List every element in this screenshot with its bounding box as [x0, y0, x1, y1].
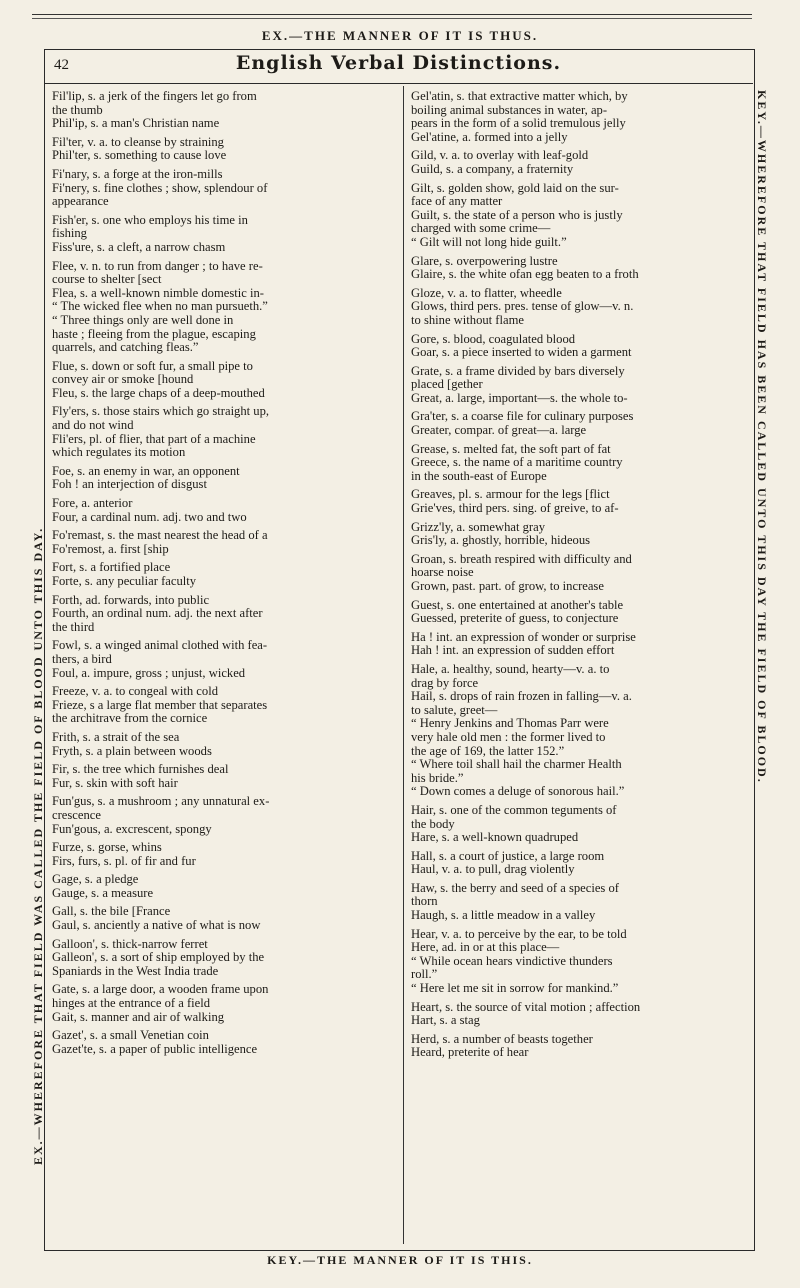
dictionary-entry: [52, 405, 384, 459]
entry-line: Fiss'ure, s. a cleft, a narrow chasm: [52, 239, 226, 254]
entry-line: Heart, s. the source of vital motion ; affection: [411, 999, 641, 1014]
entry-line: Fur, s. skin with soft hair: [52, 775, 178, 790]
entry-line: to salute, greet—: [411, 702, 498, 717]
entry-line: placed [gether: [411, 377, 483, 392]
entry-line: Foh ! an interjection of disgust: [52, 477, 207, 492]
entry-line: Great, a. large, important—s. the whole to-: [411, 390, 628, 405]
dictionary-entry: [52, 873, 384, 900]
entry-line: the third: [52, 619, 95, 634]
entry-line: Forte, s. any peculiar faculty: [52, 574, 197, 588]
dictionary-entry: [411, 255, 743, 282]
entry-line: Grease, s. melted fat, the soft part of fat: [411, 441, 611, 456]
entry-line: Frieze, s a large flat member that separates: [52, 697, 268, 712]
entry-line: Flea, s. a well-known nimble domestic in-: [52, 285, 264, 300]
entry-line: Glaire, s. the white ofan egg beaten to a froth: [411, 267, 639, 282]
dictionary-entry: [52, 90, 384, 131]
entry-line: Fryth, s. a plain between woods: [52, 743, 212, 758]
margin-text-right: KEY.—WHEREFORE THAT FIELD HAS BEEN CALLED UNTO THIS DAY THE FIELD OF BLOOD.: [755, 90, 769, 784]
dictionary-entry: [52, 360, 384, 401]
entry-line: Haw, s. the berry and seed of a species of: [411, 880, 619, 895]
dictionary-entry: [411, 90, 743, 144]
dictionary-entry: [52, 561, 384, 588]
entry-line: Gloze, v. a. to flatter, wheedle: [411, 285, 562, 300]
entry-line: Fowl, s. a winged animal clothed with fea-: [52, 638, 268, 653]
dictionary-entry: [411, 1001, 743, 1028]
entry-line: Here, ad. in or at this place—: [411, 940, 560, 955]
entry-line: the body: [411, 816, 455, 831]
dictionary-entry: [411, 287, 743, 328]
entry-line: Hear, v. a. to perceive by the ear, to be told: [411, 926, 627, 941]
entry-line: Grie'ves, third pers. sing. of greive, to af-: [411, 501, 619, 516]
entry-line: Gra'ter, s. a coarse file for culinary purposes: [411, 409, 634, 424]
entry-line: Frith, s. a strait of the sea: [52, 729, 180, 744]
entry-line: Ha ! int. an expression of wonder or surprise: [411, 629, 636, 644]
dictionary-entry: [52, 594, 384, 635]
entry-line: Grown, past. part. of grow, to increase: [411, 579, 604, 593]
dictionary-entry: [411, 850, 743, 877]
entry-line: Haugh, s. a little meadow in a valley: [411, 908, 596, 923]
entry-line: boiling animal substances in water, ap-: [411, 102, 608, 117]
entry-line: thers, a bird: [52, 651, 112, 666]
dictionary-entry: [411, 1033, 743, 1060]
entry-line: Fun'gus, s. a mushroom ; any unnatural ex-: [52, 794, 270, 809]
entry-line: Flee, v. n. to run from danger ; to have re-: [52, 258, 263, 273]
entry-line: Phil'ter, s. something to cause love: [52, 148, 227, 163]
entry-line: Fourth, an ordinal num. adj. the next after: [52, 606, 263, 621]
entry-line: Hail, s. drops of rain frozen in falling—v. a.: [411, 689, 632, 704]
entry-line: haste ; fleeing from the plague, escaping: [52, 326, 256, 341]
margin-text-bottom: KEY.—THE MANNER OF IT IS THIS.: [267, 1253, 533, 1267]
dictionary-entry: [52, 639, 384, 680]
dictionary-entry: [52, 795, 384, 836]
entry-line: drag by force: [411, 675, 479, 690]
entry-line: Glare, s. overpowering lustre: [411, 253, 558, 268]
dictionary-entry: [411, 663, 743, 799]
entry-line: “ Henry Jenkins and Thomas Parr were: [411, 716, 609, 731]
entry-line: which regulates its motion: [52, 445, 186, 460]
entry-line: Grate, s. a frame divided by bars diversely: [411, 363, 625, 378]
entry-line: Fir, s. the tree which furnishes deal: [52, 762, 229, 777]
entry-line: Fleu, s. the large chaps of a deep-mouthed: [52, 385, 265, 400]
entry-line: Fly'ers, s. those stairs which go straight up,: [52, 404, 270, 419]
entry-line: convey air or smoke [hound: [52, 372, 194, 387]
entry-line: Haul, v. a. to pull, drag violently: [411, 862, 575, 877]
dictionary-entry: [411, 333, 743, 360]
dictionary-entry: [52, 214, 384, 255]
dictionary-entry: [52, 983, 384, 1024]
entry-line: Gris'ly, a. ghostly, horrible, hideous: [411, 533, 591, 548]
dictionary-entry: [411, 804, 743, 845]
entry-line: in the south-east of Europe: [411, 468, 547, 483]
entry-line: Guest, s. one entertained at another's table: [411, 597, 624, 612]
entry-line: hinges at the entrance of a field: [52, 996, 211, 1011]
entry-line: “ Three things only are well done in: [52, 312, 234, 327]
dictionary-entry: [52, 497, 384, 524]
entry-line: Gel'atine, a. formed into a jelly: [411, 129, 568, 144]
dictionary-entry: [52, 763, 384, 790]
entry-line: course to shelter [sect: [52, 272, 162, 287]
entry-line: Galloon', s. thick-narrow ferret: [52, 936, 208, 951]
entry-line: Foe, s. an enemy in war, an opponent: [52, 463, 240, 478]
entry-line: Goar, s. a piece inserted to widen a garment: [411, 345, 632, 360]
entry-line: Galleon', s. a sort of ship employed by the: [52, 950, 265, 965]
dictionary-entry: [52, 260, 384, 355]
dictionary-entry: [411, 149, 743, 176]
entry-line: “ Here let me sit in sorrow for mankind.”: [411, 981, 619, 996]
entry-line: Gel'atin, s. that extractive matter which, by: [411, 89, 628, 103]
dictionary-entry: [411, 443, 743, 484]
entry-line: Fli'ers, pl. of flier, that part of a machine: [52, 431, 256, 446]
entry-line: Hair, s. one of the common teguments of: [411, 802, 617, 817]
entry-line: Gaul, s. anciently a native of what is now: [52, 918, 261, 933]
entry-line: Phil'ip, s. a man's Christian name: [52, 116, 220, 131]
entry-line: face of any matter: [411, 194, 503, 209]
entry-line: Fil'lip, s. a jerk of the fingers let go from: [52, 89, 257, 103]
page-title: English Verbal Distinctions.: [235, 52, 562, 74]
entry-line: his bride.”: [411, 770, 464, 785]
entry-line: Four, a cardinal num. adj. two and two: [52, 509, 247, 524]
entry-line: Fil'ter, v. a. to cleanse by straining: [52, 134, 224, 149]
entry-line: crescence: [52, 807, 101, 822]
margin-text-left: EX.—WHEREFORE THAT FIELD WAS CALLED THE FIELD OF BLOOD UNTO THIS DAY.: [31, 526, 45, 1165]
entry-line: “ Down comes a deluge of sonorous hail.”: [411, 784, 625, 799]
entry-line: Gazet'te, s. a paper of public intelligence: [52, 1041, 258, 1056]
dictionary-entry: [52, 731, 384, 758]
entry-line: Fort, s. a fortified place: [52, 560, 171, 575]
entry-line: Greater, compar. of great—a. large: [411, 423, 587, 438]
top-rule: [32, 14, 752, 15]
dictionary-entry: [411, 928, 743, 996]
dictionary-entry: [411, 882, 743, 923]
dictionary-entry: [52, 168, 384, 209]
dictionary-entry: [52, 938, 384, 979]
top-rule-thin: [32, 18, 752, 19]
entry-line: Gage, s. a pledge: [52, 872, 139, 887]
dictionary-entry: [411, 631, 743, 658]
entry-line: Fun'gous, a. excrescent, spongy: [52, 821, 212, 836]
dictionary-entry: [52, 529, 384, 556]
entry-line: quarrels, and catching fleas.”: [52, 340, 199, 355]
entry-line: Fo'remast, s. the mast nearest the head of a: [52, 528, 268, 543]
dictionary-entry: [411, 553, 743, 594]
entry-line: Guilt, s. the state of a person who is justly: [411, 207, 623, 222]
entry-line: Flue, s. down or soft fur, a small pipe to: [52, 358, 253, 373]
entry-line: Freeze, v. a. to congeal with cold: [52, 684, 218, 699]
entry-line: to shine without flame: [411, 312, 524, 327]
entry-line: Glows, third pers. pres. tense of glow—v. n.: [411, 299, 634, 314]
entry-line: Fi'nary, s. a forge at the iron-mills: [52, 166, 223, 181]
entry-line: Hare, s. a well-known quadruped: [411, 830, 579, 845]
entry-line: thorn: [411, 894, 438, 909]
dictionary-entry: [52, 905, 384, 932]
entry-line: Furze, s. gorse, whins: [52, 840, 162, 855]
entry-line: Foul, a. impure, gross ; unjust, wicked: [52, 665, 246, 680]
left-column: [52, 90, 384, 1061]
entry-line: very hale old men : the former lived to: [411, 729, 606, 744]
entry-line: Forth, ad. forwards, into public: [52, 592, 210, 607]
entry-line: Gazet', s. a small Venetian coin: [52, 1028, 209, 1043]
entry-line: Fore, a. anterior: [52, 496, 133, 511]
entry-line: roll.”: [411, 967, 438, 982]
dictionary-entry: [52, 841, 384, 868]
entry-line: Gore, s. blood, coagulated blood: [411, 331, 576, 346]
entry-line: Gall, s. the bile [France: [52, 904, 171, 919]
entry-line: Gilt, s. golden show, gold laid on the sur-: [411, 180, 619, 195]
entry-line: appearance: [52, 194, 109, 209]
entry-line: Hah ! int. an expression of sudden effort: [411, 643, 615, 658]
entry-line: Greaves, pl. s. armour for the legs [flict: [411, 487, 610, 502]
dictionary-entry: [411, 599, 743, 626]
entry-line: the architrave from the cornice: [52, 711, 208, 726]
column-divider: [403, 86, 404, 1244]
dictionary-entry: [411, 182, 743, 250]
entry-line: Fi'nery, s. fine clothes ; show, splendour of: [52, 180, 268, 195]
entry-line: Firs, furs, s. pl. of fir and fur: [52, 853, 196, 868]
entry-line: Gait, s. manner and air of walking: [52, 1009, 225, 1024]
entry-line: Fo'remost, a. first [ship: [52, 541, 169, 556]
entry-line: Heard, preterite of hear: [411, 1045, 529, 1060]
entry-line: Spaniards in the West India trade: [52, 963, 219, 978]
margin-text-top: EX.—THE MANNER OF IT IS THUS.: [261, 28, 539, 43]
dictionary-entry: [52, 1029, 384, 1056]
entry-line: Hall, s. a court of justice, a large room: [411, 848, 605, 863]
entry-line: “ While ocean hears vindictive thunders: [411, 953, 613, 968]
dictionary-entry: [411, 365, 743, 406]
entry-line: hoarse noise: [411, 565, 474, 580]
entry-line: the age of 169, the latter 152.”: [411, 743, 565, 758]
entry-line: and do not wind: [52, 418, 134, 433]
right-column: [411, 90, 743, 1065]
entry-line: Greece, s. the name of a maritime country: [411, 455, 623, 470]
entry-line: Gild, v. a. to overlay with leaf-gold: [411, 148, 589, 163]
entry-line: fishing: [52, 226, 87, 241]
dictionary-entry: [52, 465, 384, 492]
entry-line: Guild, s. a company, a fraternity: [411, 161, 574, 176]
dictionary-entry: [52, 136, 384, 163]
dictionary-entry: [411, 521, 743, 548]
dictionary-entry: [411, 488, 743, 515]
dictionary-entry: [411, 410, 743, 437]
entry-line: Herd, s. a number of beasts together: [411, 1031, 593, 1046]
entry-line: Fish'er, s. one who employs his time in: [52, 212, 248, 227]
entry-line: “ Where toil shall hail the charmer Health: [411, 757, 622, 772]
entry-line: Grizz'ly, a. somewhat gray: [411, 519, 545, 534]
entry-line: Hale, a. healthy, sound, hearty—v. a. to: [411, 661, 610, 676]
page-header: [44, 49, 753, 84]
entry-line: Gate, s. a large door, a wooden frame upon: [52, 982, 269, 997]
entry-line: “ Gilt will not long hide guilt.”: [411, 234, 567, 249]
entry-line: Hart, s. a stag: [411, 1013, 480, 1028]
entry-line: Gauge, s. a measure: [52, 885, 154, 900]
entry-line: “ The wicked flee when no man pursueth.”: [52, 299, 268, 314]
entry-line: Guessed, preterite of guess, to conjecture: [411, 611, 619, 626]
entry-line: the thumb: [52, 102, 103, 117]
page-number: 42: [54, 57, 69, 73]
dictionary-entry: [52, 685, 384, 726]
entry-line: charged with some crime—: [411, 221, 551, 236]
entry-line: Groan, s. breath respired with difficulty and: [411, 551, 632, 566]
entry-line: pears in the form of a solid tremulous jelly: [411, 116, 626, 131]
